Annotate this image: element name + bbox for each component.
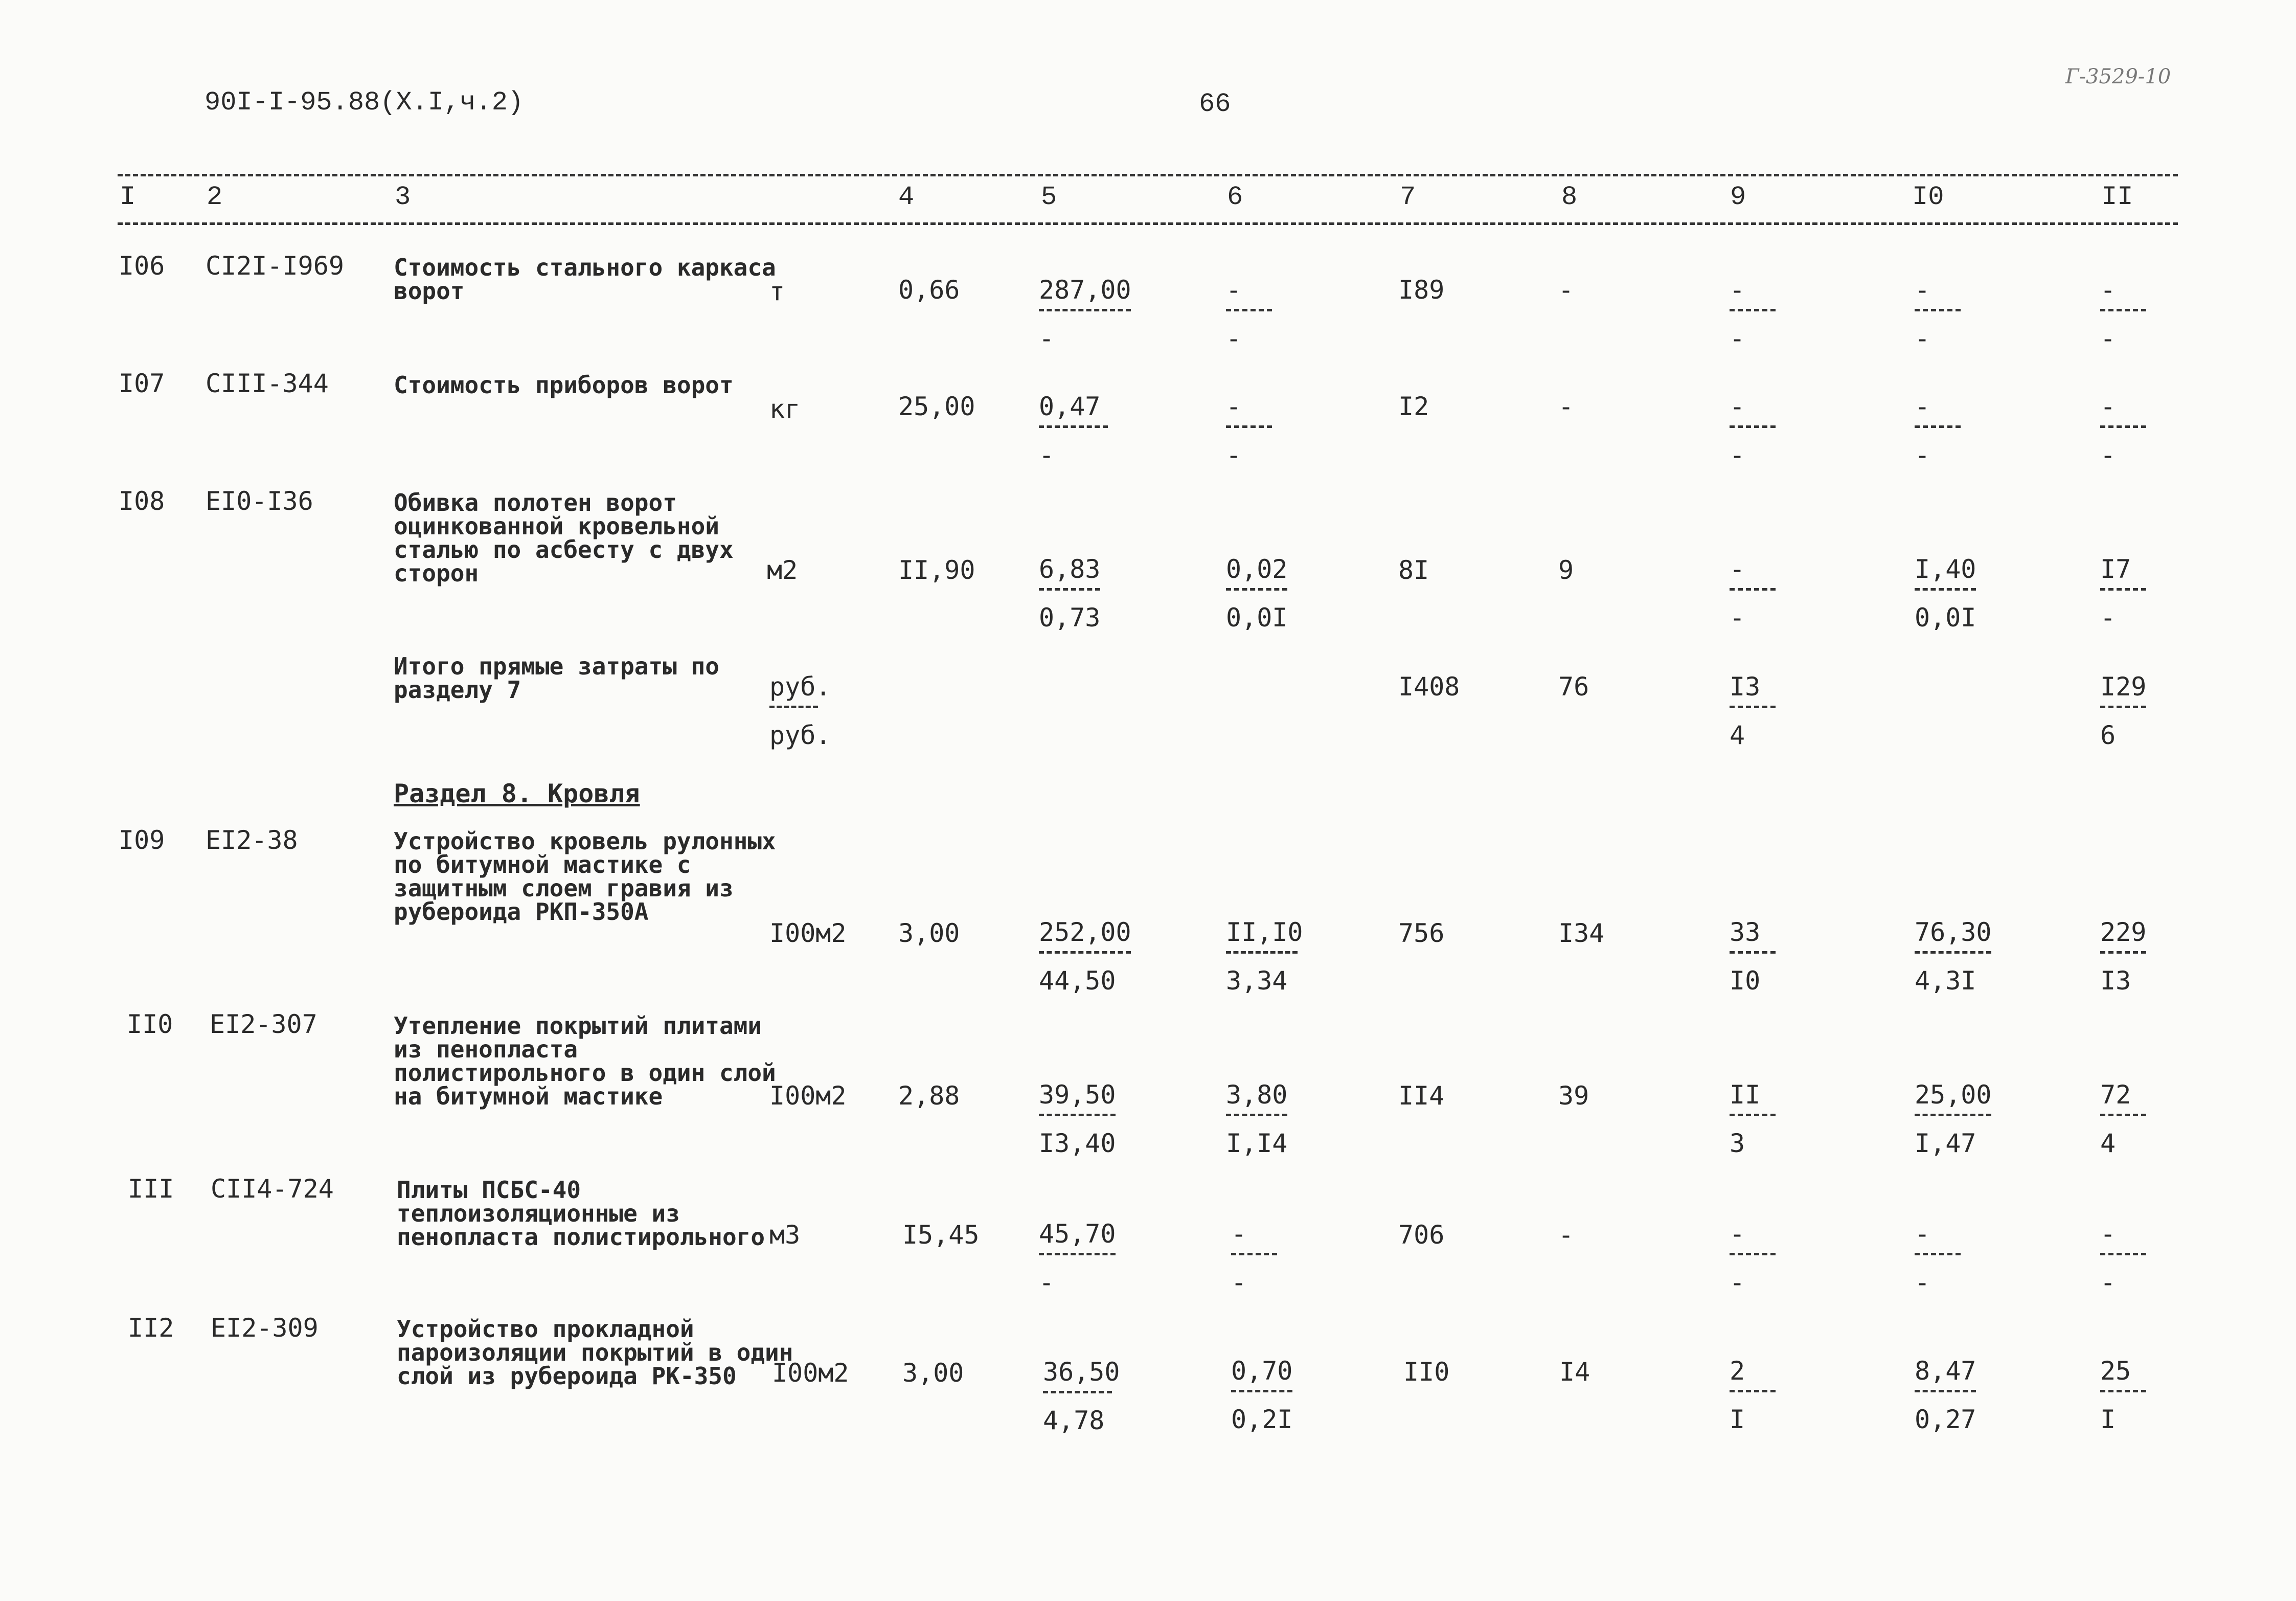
col7-value: I89 [1398, 275, 1445, 305]
col7-value: II4 [1398, 1081, 1445, 1111]
fraction-col9: - - [1730, 556, 1776, 630]
fraction-col5: 36,50 4,78 [1043, 1357, 1120, 1435]
work-description: Утепление покрытий плитами из пенопласта полистирольного в один слой на битумной мастике [394, 1012, 776, 1110]
unit: кг [769, 394, 801, 424]
norm-code: EI2-307 [210, 1009, 317, 1039]
col7-value: 8I [1398, 555, 1429, 585]
fraction-col6: - - [1231, 1221, 1277, 1295]
fraction-col5: 45,70 - [1039, 1219, 1116, 1297]
col-header-8: 8 [1561, 182, 1578, 212]
col-header-10: I0 [1912, 182, 1944, 212]
fraction-col10: 25,00 I,47 [1915, 1080, 1992, 1158]
header-rule-bottom [118, 222, 2178, 225]
fraction-col11: 25 I [2100, 1358, 2146, 1432]
quantity: I5,45 [902, 1220, 980, 1250]
fraction-col5: 0,47 - [1039, 394, 1108, 468]
row-number: I08 [119, 486, 165, 516]
unit: I00м2 [769, 1081, 847, 1111]
col7-value: II0 [1403, 1357, 1450, 1387]
col-header-7: 7 [1400, 182, 1416, 212]
fraction-col6: II,I0 3,34 [1226, 917, 1303, 996]
unit: т [769, 277, 785, 306]
norm-code: EI0-I36 [206, 486, 313, 516]
fraction-col6: 0,70 0,2I [1231, 1356, 1293, 1434]
fraction-col10: - - [1915, 277, 1961, 351]
unit: м3 [769, 1220, 801, 1250]
fraction-col11: - - [2100, 277, 2146, 351]
fraction-col10: I,40 0,0I [1915, 554, 1976, 633]
quantity: 3,00 [902, 1358, 964, 1388]
norm-code: CI2I-I969 [206, 251, 344, 281]
work-description: Стоимость приборов ворот [394, 371, 734, 399]
fraction-col9: - - [1730, 394, 1776, 468]
row-number: I07 [119, 369, 165, 398]
col7-value: 706 [1398, 1220, 1445, 1250]
fraction-col9: - - [1730, 1221, 1776, 1295]
fraction-col9: I3 4 [1730, 674, 1776, 748]
quantity: 2,88 [898, 1081, 960, 1111]
norm-code: CIII-344 [206, 369, 329, 398]
total-description: Итого прямые затраты по разделу 7 [394, 652, 719, 704]
fraction-col10: - - [1915, 1221, 1961, 1295]
col7-value: 756 [1398, 918, 1445, 948]
row-number: I09 [119, 825, 165, 855]
fraction-col5: 287,00 - [1039, 275, 1131, 353]
work-description: Плиты ПСБС-40 теплоизоляционные из пенопласта полистирольного [397, 1176, 765, 1251]
fraction-col6: 0,02 0,0I [1226, 554, 1288, 633]
fraction-col9: 33 I0 [1730, 919, 1776, 994]
row-number: III [128, 1174, 174, 1204]
total-unit: руб. руб. [769, 672, 831, 750]
row-number: II2 [128, 1313, 174, 1343]
document-code: 90I-I-95.88(X.I,ч.2) [204, 87, 524, 118]
header-rule-top [118, 174, 2178, 176]
col-header-11: II [2101, 182, 2133, 212]
fraction-col11: 72 4 [2100, 1082, 2146, 1156]
handwritten-stamp: Г-3529-10 [2065, 65, 2171, 88]
fraction-col9: 2 I [1730, 1358, 1776, 1432]
fraction-col6: 3,80 I,I4 [1226, 1080, 1288, 1158]
col7-value: I2 [1398, 392, 1429, 421]
col8-value: 76 [1558, 672, 1589, 702]
fraction-col11: 229 I3 [2100, 917, 2147, 996]
unit: м2 [767, 555, 798, 585]
work-description: Стоимость стального каркаса ворот [394, 254, 776, 305]
section-title: Раздел 8. Кровля [394, 779, 640, 808]
work-description: Устройство кровель рулонных по битумной мастике с защитным слоем гравия из рубероида РКП-350А [394, 827, 776, 926]
quantity: II,90 [898, 555, 975, 585]
col-header-9: 9 [1730, 182, 1746, 212]
fraction-col9: - - [1730, 277, 1776, 351]
quantity: 3,00 [898, 918, 960, 948]
norm-code: EI2-38 [206, 825, 298, 855]
col-header-2: 2 [207, 182, 223, 212]
norm-code: EI2-309 [211, 1313, 319, 1343]
col8-value: 39 [1558, 1081, 1589, 1111]
col8-value: I34 [1558, 918, 1605, 948]
fraction-col5: 39,50 I3,40 [1039, 1080, 1116, 1158]
fraction-col5: 6,83 0,73 [1039, 554, 1101, 633]
work-description: Обивка полотен ворот оцинкованной кровельной сталью по асбесту с двух сторон [394, 489, 734, 587]
col-header-5: 5 [1041, 182, 1057, 212]
fraction-col11: - - [2100, 394, 2146, 468]
col-header-4: 4 [898, 182, 915, 212]
norm-code: CII4-724 [211, 1174, 334, 1204]
fraction-col10: 76,30 4,3I [1915, 917, 1992, 996]
col7-value: I408 [1398, 672, 1460, 702]
fraction-col9: II 3 [1730, 1082, 1776, 1156]
fraction-col6: - - [1226, 277, 1272, 351]
unit: I00м2 [769, 918, 847, 948]
col-header-6: 6 [1227, 182, 1243, 212]
fraction-col11: I29 6 [2100, 672, 2147, 750]
row-number: I06 [119, 251, 165, 281]
fraction-col10: 8,47 0,27 [1915, 1356, 1976, 1434]
fraction-col11: I7 - [2100, 556, 2146, 630]
col8-value: 9 [1558, 555, 1574, 585]
work-description: Устройство прокладной пароизоляции покрытий в один слой из рубероида РК-350 [397, 1315, 793, 1390]
fraction-col6: - - [1226, 394, 1272, 468]
page-number: 66 [1199, 89, 1231, 119]
col-header-3: 3 [395, 182, 411, 212]
col8-value: - [1558, 392, 1574, 421]
col8-value: - [1558, 275, 1574, 305]
fraction-col11: - - [2100, 1221, 2146, 1295]
col8-value: - [1558, 1220, 1574, 1250]
fraction-col5: 252,00 44,50 [1039, 917, 1131, 996]
quantity: 25,00 [898, 392, 975, 421]
unit: I00м2 [772, 1358, 849, 1388]
col-header-1: I [120, 182, 136, 212]
fraction-col10: - - [1915, 394, 1961, 468]
row-number: II0 [127, 1009, 173, 1039]
col8-value: I4 [1559, 1357, 1590, 1387]
quantity: 0,66 [898, 275, 960, 305]
